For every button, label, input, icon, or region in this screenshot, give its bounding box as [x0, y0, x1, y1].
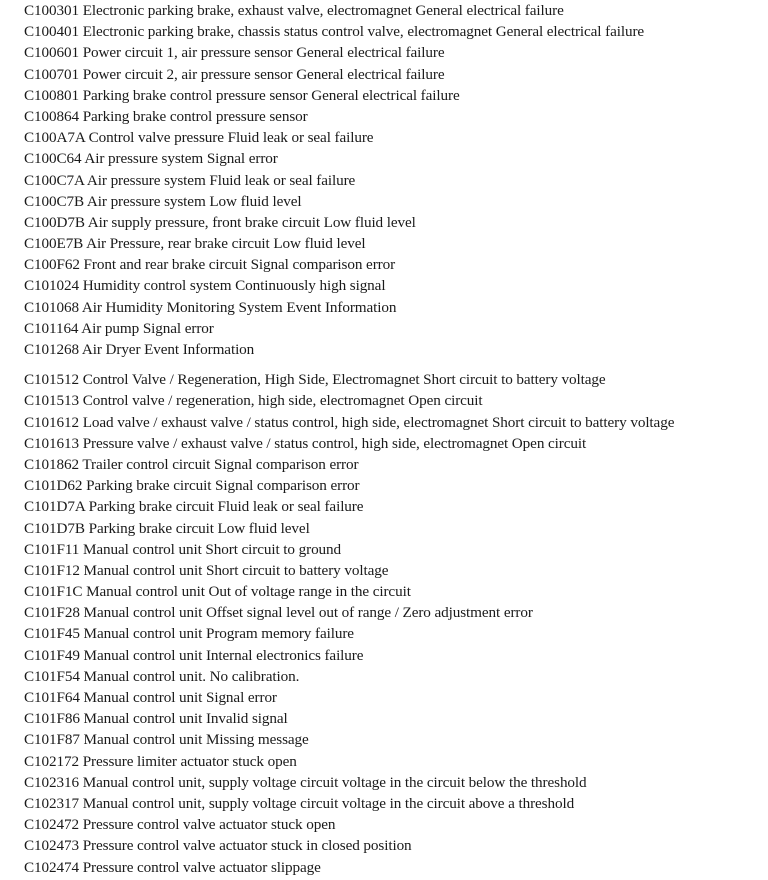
fault-code-line: C101F49 Manual control unit Internal electronics failure: [24, 646, 364, 664]
fault-code-line: C101068 Air Humidity Monitoring System Event Information: [24, 298, 397, 316]
fault-code-line: C100601 Power circuit 1, air pressure sensor General electrical failure: [24, 44, 445, 62]
fault-code-line: C100801 Parking brake control pressure sensor General electrical failure: [24, 86, 460, 104]
fault-code-line: C100C7B Air pressure system Low fluid level: [24, 192, 302, 210]
fault-code-line: C101F86 Manual control unit Invalid signal: [24, 710, 288, 728]
fault-code-line: C101F11 Manual control unit Short circuit to ground: [24, 540, 342, 558]
fault-code-line: C100864 Parking brake control pressure sensor: [24, 107, 308, 125]
fault-code-group-1: [24, 0, 764, 360]
fault-code-line: C101F1C Manual control unit Out of voltage range in the circuit: [24, 583, 411, 601]
fault-code-line: C101F87 Manual control unit Missing message: [24, 731, 309, 749]
fault-code-line: C100D7B Air supply pressure, front brake circuit Low fluid level: [24, 213, 416, 231]
fault-code-line: C101024 Humidity control system Continuously high signal: [24, 277, 386, 295]
fault-code-line: C101862 Trailer control circuit Signal comparison error: [24, 455, 359, 473]
fault-code-line: C102474 Pressure control valve actuator slippage: [24, 858, 321, 876]
fault-code-line: C100401 Electronic parking brake, chassis status control valve, electromagnet General electrical failure: [24, 23, 645, 41]
fault-code-line: C102317 Manual control unit, supply voltage circuit voltage in the circuit above a threshold: [24, 794, 575, 812]
fault-code-line: C100F62 Front and rear brake circuit Signal comparison error: [24, 256, 396, 274]
fault-code-line: C102473 Pressure control valve actuator stuck in closed position: [24, 837, 412, 855]
fault-code-line: C100A7A Control valve pressure Fluid leak or seal failure: [24, 129, 374, 147]
fault-code-line: C101613 Pressure valve / exhaust valve / status control, high side, electromagnet Open circuit: [24, 434, 587, 452]
fault-code-line: C101F45 Manual control unit Program memory failure: [24, 625, 354, 643]
fault-code-line: C100301 Electronic parking brake, exhaust valve, electromagnet General electrical failure: [24, 2, 564, 19]
fault-code-line: C102316 Manual control unit, supply voltage circuit voltage in the circuit below the threshold: [24, 773, 587, 791]
fault-code-line: C101F64 Manual control unit Signal error: [24, 689, 277, 706]
fault-code-line: C101F28 Manual control unit Offset signal level out of range / Zero adjustment error: [24, 604, 533, 622]
fault-code-line: C101268 Air Dryer Event Information: [24, 341, 255, 358]
fault-code-line: C101F12 Manual control unit Short circuit to battery voltage: [24, 561, 389, 579]
fault-code-line: C101612 Load valve / exhaust valve / status control, high side, electromagnet Short circuit to battery voltage: [24, 413, 675, 431]
fault-code-group-2: [24, 369, 764, 878]
fault-code-line: C101D7A Parking brake circuit Fluid leak or seal failure: [24, 498, 364, 516]
fault-code-line: C101F54 Manual control unit. No calibration.: [24, 667, 300, 685]
fault-code-line: C101D62 Parking brake circuit Signal comparison error: [24, 477, 360, 495]
fault-code-line: C102472 Pressure control valve actuator stuck open: [24, 816, 336, 834]
fault-code-line: C101513 Control valve / regeneration, high side, electromagnet Open circuit: [24, 392, 483, 410]
fault-code-line: C102172 Pressure limiter actuator stuck open: [24, 752, 297, 770]
fault-code-line: C101164 Air pump Signal error: [24, 319, 214, 337]
fault-code-document: [24, 0, 764, 878]
fault-code-line: C100E7B Air Pressure, rear brake circuit Low fluid level: [24, 235, 366, 253]
fault-code-line: C100C7A Air pressure system Fluid leak or seal failure: [24, 171, 356, 189]
fault-code-line: C101D7B Parking brake circuit Low fluid level: [24, 519, 310, 537]
fault-code-line: C101512 Control Valve / Regeneration, High Side, Electromagnet Short circuit to battery voltage: [24, 371, 606, 389]
fault-code-line: C100701 Power circuit 2, air pressure sensor General electrical failure: [24, 65, 445, 83]
fault-code-line: C100C64 Air pressure system Signal error: [24, 150, 278, 168]
